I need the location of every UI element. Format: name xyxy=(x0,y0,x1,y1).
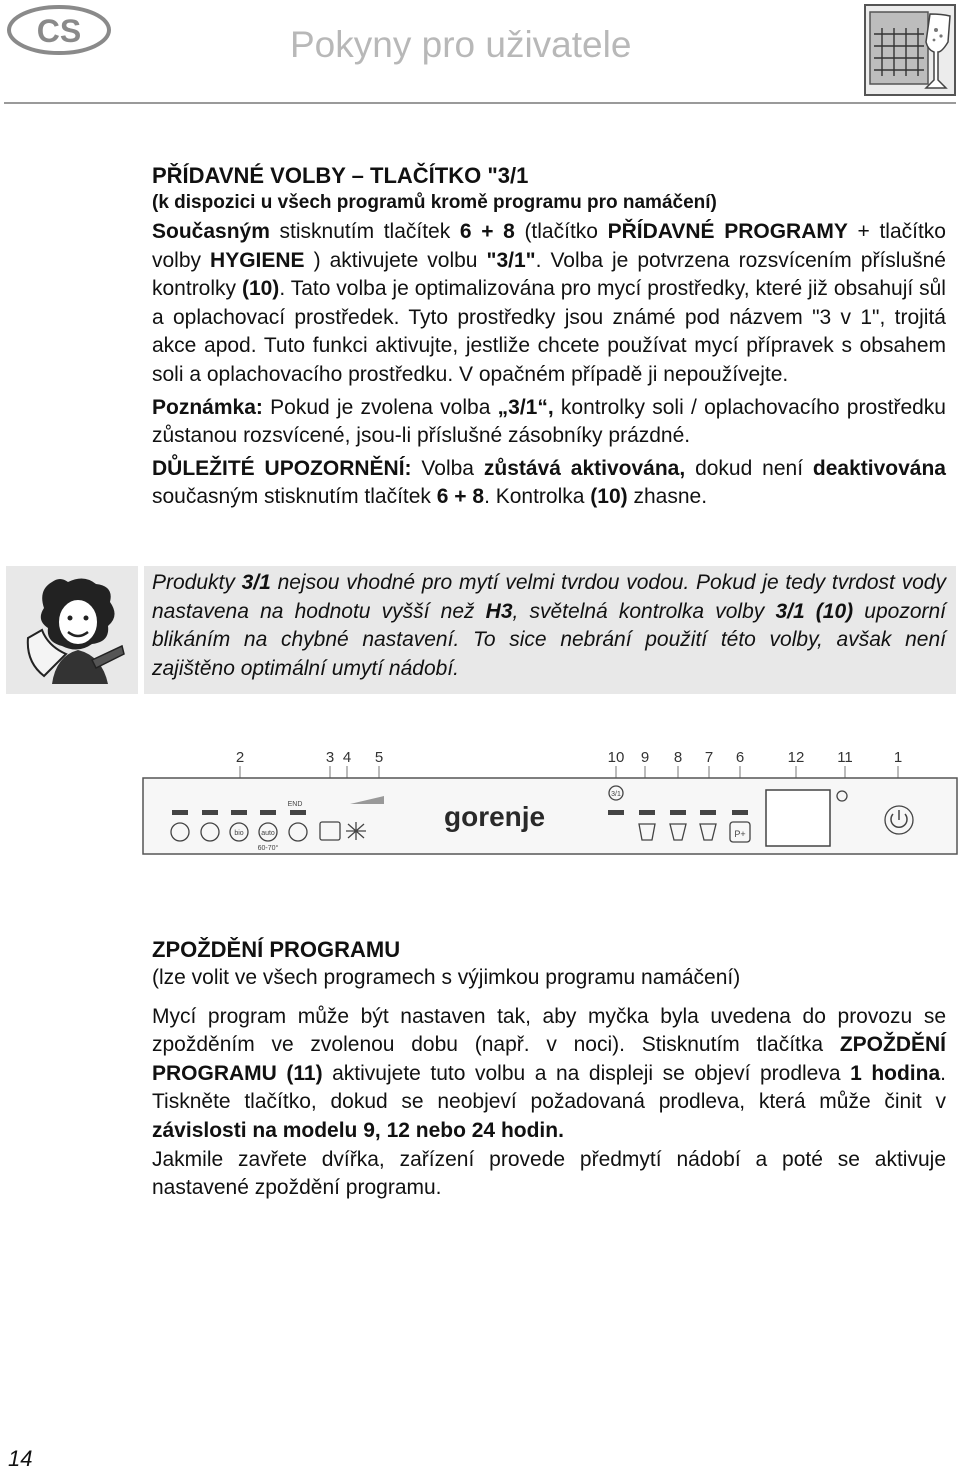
panel-end-label: END xyxy=(287,801,303,808)
extra-options-paragraph: Současným stisknutím tlačítek 6 + 8 (tlačítko PŘÍDAVNÉ PROGRAMY + tlačítko volby HYGIENE ) aktivujete volbu "3/1". Volba je potvrzena rozsvícením příslušné kontrolky (10). Tato volba je optimalizována pro mycí prostředky, které již obsahují sůl a oplachovací prostředek. Tyto prostředky jsou známé pod názvem "3 v 1", trojitá akce apod. Tuto funkci aktivujte, jestliže chcete používat mycí přípravek s obsahem soli a oplachovacího prostředku. V opačném případě ji nepoužívejte. xyxy=(152,220,946,386)
tip-text: Produkty 3/1 nejsou vhodné pro mytí velmi tvrdou vodou. Pokud je tedy tvrdost vody nastavena na hodnotu vyšší než H3, světelná kontrolka volby 3/1 (10) upozorní blikáním na chybné nastavení. To sice nebrání použití této volby, avšak není zajištěno optimální umytí nádobí. xyxy=(152,571,947,680)
panel-three-one-label: 3/1 xyxy=(611,791,621,798)
panel-number-9: 9 xyxy=(640,749,650,766)
program-delay-heading: ZPOŽDĚNÍ PROGRAMU xyxy=(152,937,401,962)
language-badge xyxy=(6,4,112,56)
panel-number-8: 8 xyxy=(673,749,683,766)
dishwasher-glass-icon xyxy=(864,4,956,96)
woman-tip-illustration-icon xyxy=(22,576,128,686)
panel-number-6: 6 xyxy=(735,749,745,766)
extra-options-note: Poznámka: Pokud je zvolena volba „3/1“, kontrolky soli / oplachovacího prostředku zůstanou rozsvícené, jsou-li příslušné zásobníky prázdné. xyxy=(152,395,946,448)
panel-number-2: 2 xyxy=(235,749,245,766)
panel-number-11: 11 xyxy=(837,749,853,766)
page-number: 14 xyxy=(8,1446,33,1471)
panel-bio-label: bio xyxy=(234,830,244,837)
header-divider xyxy=(4,102,956,104)
page-title: Pokyny pro uživatele xyxy=(290,24,632,65)
program-delay-subheading: (lze volit ve všech programech s výjimkou programu namáčení) xyxy=(152,966,741,989)
panel-number-3: 3 xyxy=(325,749,335,766)
program-delay-paragraph: Mycí program může být nastaven tak, aby myčka byla uvedena do provozu se zpožděním ve zvolenou dobu (např. v noci). Stisknutím tlačítka ZPOŽDĚNÍ PROGRAMU (11) aktivujete tuto volbu a na displeji se objeví prodleva 1 hodina. Tiskněte tlačítko, dokud se neobjeví požadovaná prodleva, která může činit v závislosti na modelu 9, 12 nebo 24 hodin. xyxy=(152,1004,946,1142)
panel-number-1: 1 xyxy=(893,749,903,766)
panel-number-12: 12 xyxy=(787,749,805,766)
extra-options-heading: PŘÍDAVNÉ VOLBY – TLAČÍTKO "3/1 xyxy=(152,163,529,188)
panel-number-10: 10 xyxy=(607,749,625,766)
program-delay-section xyxy=(152,936,946,1203)
panel-number-4: 4 xyxy=(342,749,352,766)
panel-plus-label: P+ xyxy=(734,829,746,839)
extra-options-subheading: (k dispozici u všech programů kromě programu pro namáčení) xyxy=(152,192,717,213)
control-panel-illustration xyxy=(142,740,958,856)
extra-options-section xyxy=(152,162,946,512)
program-delay-paragraph-2: Jakmile zavřete dvířka, zařízení provede předmytí nádobí a poté se aktivuje nastavené zpoždění programu. xyxy=(152,1147,946,1200)
language-badge-text: CS xyxy=(36,13,82,49)
panel-auto-label: auto xyxy=(261,830,275,837)
panel-auto-temp-label: 60-70° xyxy=(257,845,279,852)
panel-number-7: 7 xyxy=(704,749,714,766)
panel-number-5: 5 xyxy=(374,749,384,766)
extra-options-warning: DŮLEŽITÉ UPOZORNĚNÍ: Volba zůstává aktivována, dokud není deaktivována současným stisknutím tlačítek 6 + 8. Kontrolka (10) zhasne. xyxy=(152,456,946,509)
panel-brand: gorenje xyxy=(444,801,546,832)
